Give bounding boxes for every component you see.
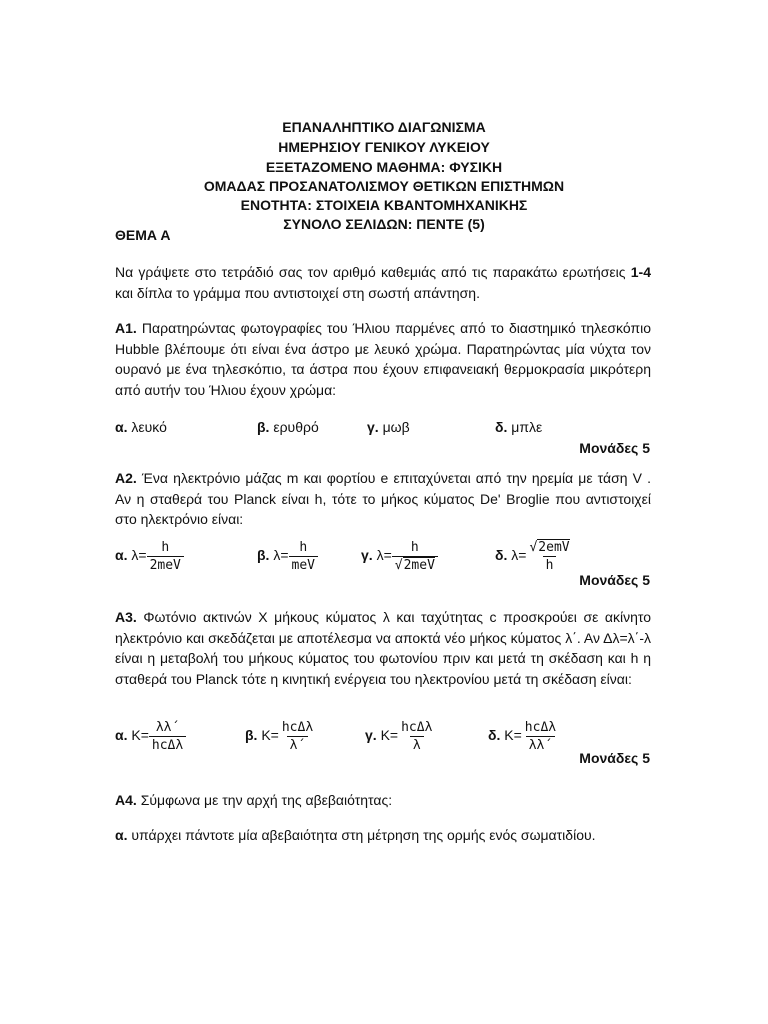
q1-option-d-text: μπλε [511, 419, 543, 435]
q2-option-d-den: h [543, 556, 557, 573]
q3-option-a-num: λλ΄ [155, 720, 180, 735]
q3-option-b-num: hcΔλ [281, 720, 314, 735]
q2-option-d-num-radicand: 2emV [538, 540, 570, 555]
q2-option-d-fraction [526, 540, 572, 573]
q2-option-d-sqrt-sign: √ [529, 540, 538, 555]
q1-option-c-letter: γ. [367, 419, 379, 435]
question-a4-text: Σύμφωνα με την αρχή της αβεβαιότητας: [140, 792, 393, 808]
q3-option-a [115, 720, 186, 753]
q3-units: Μονάδες 5 [579, 750, 650, 766]
question-a1 [115, 318, 651, 400]
q2-option-a-letter: α. [115, 547, 128, 564]
question-a3 [115, 607, 651, 689]
q3-option-b-letter: β. [245, 727, 258, 744]
instructions [115, 262, 651, 303]
q4-option-a-letter: α. [115, 827, 128, 843]
q3-option-c-lhs: K= [380, 727, 399, 744]
q2-option-c-num: h [410, 540, 419, 555]
q4-option-a-text: υπάρχει πάντοτε μία αβεβαιότητα στη μέτρηση της ορμής ενός σωματιδίου. [131, 827, 596, 843]
q1-option-a-letter: α. [115, 419, 128, 435]
q2-option-b-den: meV [289, 556, 318, 573]
question-a2-label: Α2. [115, 470, 137, 486]
q3-option-d [488, 720, 559, 753]
q3-option-c-fraction [398, 720, 435, 753]
q1-option-d [495, 417, 542, 437]
instructions-part1: Να γράψετε στο τετράδιό σας τον αριθμό καθεμιάς από τις παρακάτω ερωτήσεις [115, 264, 626, 280]
question-a1-label: Α1. [115, 320, 137, 336]
q2-option-a-num: h [161, 540, 170, 555]
q2-option-c-den-radicand: 2meV [403, 558, 435, 573]
q2-option-a-den: 2meV [147, 556, 184, 573]
question-a3-text: Φωτόνιο ακτινών Χ μήκους κύματος λ και ταχύτητας c προσκρούει σε ακίνητο ηλεκτρόνιο και σκεδάζεται με αποτέλεσμα να αποκτά νέο μήκος κύματος λ΄. Αν Δλ=λ΄-λ είναι η μεταβολή του μήκους κύματος του φωτονίου πριν και μετά τη σκέδαση και h η σταθερά του Planck τότε η κινητική ενέργεια του ηλεκτρονίου μετά τη σκέδαση είναι: [115, 609, 652, 687]
q2-option-c-fraction [392, 540, 438, 573]
header-line-3: ΕΞΕΤΑΖΟΜΕΝΟ ΜΑΘΗΜΑ: ΦΥΣΙΚΗ [265, 159, 503, 175]
q2-option-d-letter: δ. [495, 547, 508, 564]
q2-option-b-num: h [299, 540, 308, 555]
q2-option-c [361, 540, 438, 573]
q1-option-c [367, 417, 410, 437]
q3-option-c-den: λ [410, 736, 424, 753]
q2-option-b-fraction [289, 540, 318, 573]
q3-option-d-lhs: K= [504, 727, 522, 744]
q3-option-b [245, 720, 316, 753]
q2-option-a-lhs: λ= [131, 547, 147, 564]
q2-option-c-den [392, 556, 438, 573]
q1-option-b-letter: β. [257, 419, 270, 435]
header-line-2: ΗΜΕΡΗΣΙΟΥ ΓΕΝΙΚΟΥ ΛΥΚΕΙΟΥ [278, 139, 490, 155]
header-line-5: ΕΝΟΤΗΤΑ: ΣΤΟΙΧΕΙΑ ΚΒΑΝΤΟΜΗΧΑΝΙΚΗΣ [240, 197, 528, 213]
instructions-range: 1-4 [630, 264, 651, 280]
q2-option-c-sqrt-sign: √ [394, 558, 403, 573]
instructions-part2: και δίπλα το γράμμα που αντιστοιχεί στη σωστή απάντηση. [115, 284, 480, 301]
q3-option-d-fraction [522, 720, 559, 753]
q2-option-b-lhs: λ= [273, 547, 289, 564]
q3-option-b-lhs: K= [261, 727, 279, 744]
question-a2-text: Ένα ηλεκτρόνιο μάζας m και φορτίου e επιταχύνεται από την ηρεμία με τάση V . Αν η σταθερά του Planck είναι h, τότε το μήκος κύματος De' Broglie που αντιστοιχεί στο ηλεκτρόνιο είναι: [115, 470, 652, 527]
q3-option-a-fraction [149, 720, 186, 753]
q1-option-d-letter: δ. [495, 419, 508, 435]
section-title: ΘΕΜΑ Α [115, 227, 171, 243]
q3-option-d-num: hcΔλ [524, 720, 557, 735]
q2-option-b [257, 540, 318, 573]
q2-option-a-fraction [147, 540, 184, 573]
q3-option-d-den: λλ΄ [526, 736, 555, 753]
q2-option-d-lhs: λ= [511, 547, 527, 564]
q2-option-c-lhs: λ= [376, 547, 392, 564]
question-a1-text: Παρατηρώντας φωτογραφίες του Ήλιου παρμένες από το διαστημικό τηλεσκόπιο Hubble βλέπουμε ότι είναι ένα άστρο με λευκό χρώμα. Παρατηρώντας μία νύχτα τον ουρανό με ένα τηλεσκόπιο, τα άστρα που έχουν επιφανειακή θερμοκρασία μικρότερη από αυτήν του Ήλιου έχουν χρώμα: [115, 320, 652, 398]
q3-option-c-num: hcΔλ [401, 720, 433, 735]
question-a3-label: Α3. [115, 609, 137, 625]
q3-option-a-den: hcΔλ [149, 736, 186, 753]
q3-option-d-letter: δ. [488, 727, 501, 744]
header-line-4: ΟΜΑΔΑΣ ΠΡΟΣΑΝΑΤΟΛΙΣΜΟΥ ΘΕΤΙΚΩΝ ΕΠΙΣΤΗΜΩΝ [203, 178, 565, 194]
q2-units: Μονάδες 5 [579, 572, 650, 588]
q4-option-a [115, 825, 651, 846]
header-line-1: ΕΠΑΝΑΛΗΠΤΙΚΟ ΔΙΑΓΩΝΙΣΜΑ [282, 119, 486, 135]
q3-option-c [365, 720, 435, 753]
q3-option-a-lhs: K= [131, 727, 149, 744]
q3-option-b-den: λ΄ [287, 736, 309, 753]
q3-option-b-fraction [279, 720, 316, 753]
q2-option-b-letter: β. [257, 547, 270, 564]
question-a4-label: Α4. [115, 792, 137, 808]
q2-option-c-letter: γ. [361, 547, 373, 564]
q2-option-a [115, 540, 184, 573]
q2-option-d-num [526, 540, 572, 556]
q2-option-d [495, 540, 573, 573]
q1-option-b-text: ερυθρό [273, 419, 319, 435]
q1-option-b [257, 417, 319, 437]
q1-units: Μονάδες 5 [579, 440, 650, 456]
q1-option-c-text: μωβ [382, 419, 410, 435]
q3-option-c-letter: γ. [365, 727, 377, 744]
question-a2 [115, 468, 651, 530]
header-line-6: ΣΥΝΟΛΟ ΣΕΛΙΔΩΝ: ΠΕΝΤΕ (5) [283, 216, 485, 232]
q1-option-a-text: λευκό [131, 419, 167, 435]
q3-option-a-letter: α. [115, 727, 128, 744]
question-a4 [115, 790, 651, 811]
q1-option-a [115, 417, 167, 437]
